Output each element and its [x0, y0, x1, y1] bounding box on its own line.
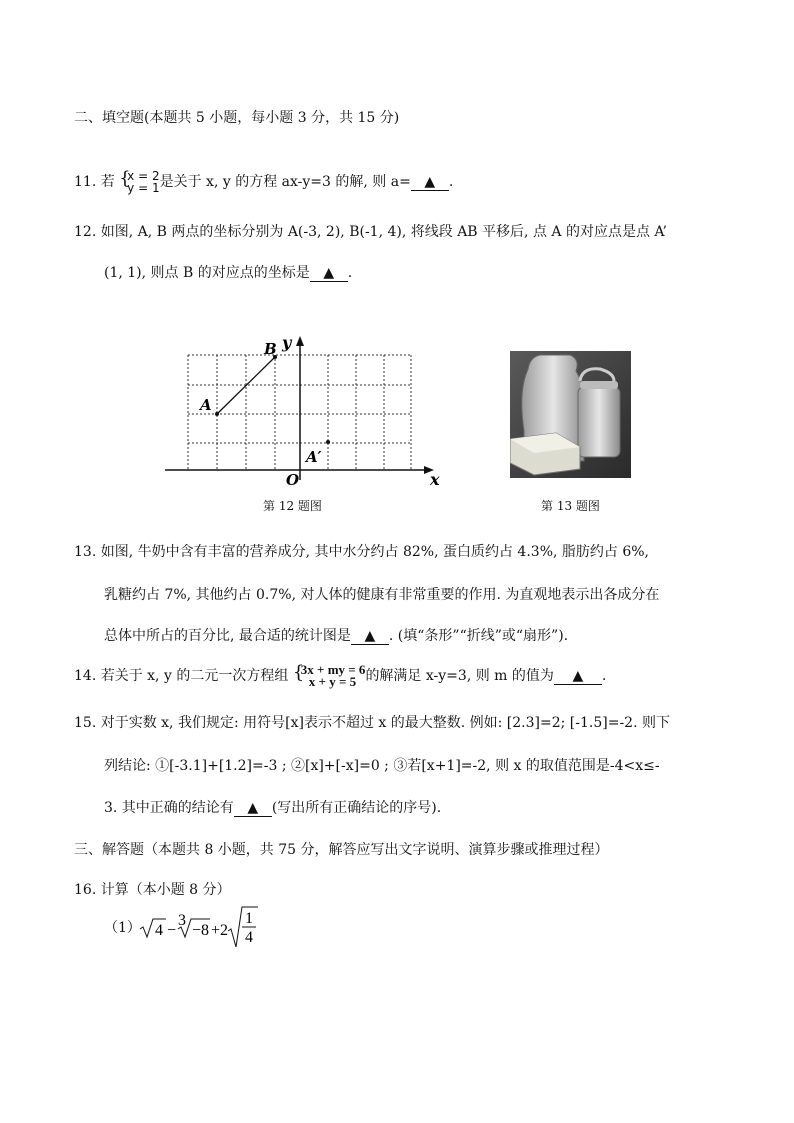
- q11-answer-blank[interactable]: ▲: [411, 174, 449, 191]
- q11-number: 11.: [74, 174, 97, 190]
- q14-answer-blank[interactable]: ▲: [554, 668, 602, 685]
- question-11: [74, 170, 453, 194]
- fraction-numerator: 1: [245, 910, 253, 927]
- cube-root-index: 3: [178, 912, 186, 929]
- figure-13-milk-photo: [510, 351, 631, 478]
- q11-text: 是关于 x, y 的方程 ax-y=3 的解, 则 a=: [159, 174, 411, 190]
- point-A-prime: [326, 440, 330, 444]
- q14-end: .: [601, 668, 607, 684]
- q12-text: (1, 1), 则点 B 的对应点的坐标是: [104, 265, 310, 281]
- question-15-line1: 15. 对于实数 x, 我们规定: 用符号[x]表示不超过 x 的最大整数. 例如: [2.3]=2; [-1.5]=-2. 则下: [74, 715, 670, 731]
- q13-text: 总体中所占的百分比, 最合适的统计图是: [104, 628, 351, 644]
- question-15-line2: 列结论: ①[-3.1]+[1.2]=-3 ; ②[x]+[-x]=0 ; ③若[x+1]=-2, 则 x 的取值范围是-4<x≤-: [104, 758, 660, 774]
- label-x: x: [430, 470, 440, 489]
- figure-12-caption: 第 12 题图: [263, 499, 322, 513]
- q11-eq1: { x = 2: [127, 169, 160, 183]
- q16-expression: [138, 905, 278, 949]
- question-13-line1: 13. 如图, 牛奶中含有丰富的营养成分, 其中水分约占 82%, 蛋白质约占 4.3%, 脂肪约占 6%,: [74, 544, 650, 560]
- question-13-line3: [104, 626, 568, 646]
- q15-answer-blank[interactable]: ▲: [234, 800, 272, 817]
- plus-two: +2: [211, 922, 229, 939]
- q12-answer-blank[interactable]: ▲: [310, 265, 348, 282]
- q14-eq2: x + y = 5: [308, 674, 357, 689]
- q14-eq1: { 3x + my = 6: [300, 662, 366, 677]
- label-A: A: [200, 396, 212, 414]
- question-12-line2: [104, 263, 352, 283]
- label-O: O: [286, 471, 300, 489]
- q11-eq2: y = 1: [127, 181, 160, 195]
- question-16-title: 16. 计算（本小题 8 分）: [74, 882, 231, 898]
- q16-part1-label: （1）: [104, 920, 141, 936]
- label-A-prime: A′: [306, 448, 322, 466]
- q11-prefix: 若: [100, 174, 115, 190]
- q15-text: 3. 其中正确的结论有: [104, 800, 234, 816]
- figure-12-coordinate-grid: [160, 330, 450, 490]
- q11-end: .: [448, 174, 454, 190]
- label-B: B: [264, 340, 277, 358]
- question-12-line1: 12. 如图, A, B 两点的坐标分别为 A(-3, 2), B(-1, 4), 将线段 AB 平移后, 点 A 的对应点是点 A’: [74, 224, 667, 240]
- section-3-title: 三、解答题（本题共 8 小题，共 75 分，解答应写出文字说明、演算步骤或推理过程）: [74, 842, 609, 858]
- q13-answer-blank[interactable]: ▲: [351, 628, 389, 645]
- q14-text: 14. 若关于 x, y 的二元一次方程组: [74, 668, 289, 684]
- question-14: [74, 664, 606, 688]
- q14-equation-system: [293, 664, 366, 688]
- figure-13-caption: 第 13 题图: [541, 499, 600, 513]
- q13-text-end: . (填“条形”“折线”或“扇形”).: [388, 628, 569, 644]
- y-axis-arrow: [296, 336, 304, 346]
- radicand-1: 4: [155, 922, 163, 939]
- fraction-denominator: 4: [245, 929, 253, 946]
- q14-text-post: 的解满足 x-y=3, 则 m 的值为: [365, 668, 554, 684]
- question-13-line2: 乳糖约占 7%, 其他约占 0.7%, 对人体的健康有非常重要的作用. 为直观地表示出各成分在: [104, 587, 660, 603]
- question-15-line3: [104, 798, 441, 818]
- label-y: y: [282, 333, 292, 352]
- point-A: [215, 412, 219, 416]
- q12-end: .: [347, 265, 353, 281]
- q11-equation-system: [119, 170, 159, 194]
- q15-text-end: (写出所有正确结论的序号).: [271, 800, 442, 816]
- section-2-title: 二、填空题(本题共 5 小题，每小题 3 分，共 15 分): [74, 110, 400, 126]
- minus-sign: −: [167, 922, 177, 939]
- radicand-2: −8: [192, 922, 210, 939]
